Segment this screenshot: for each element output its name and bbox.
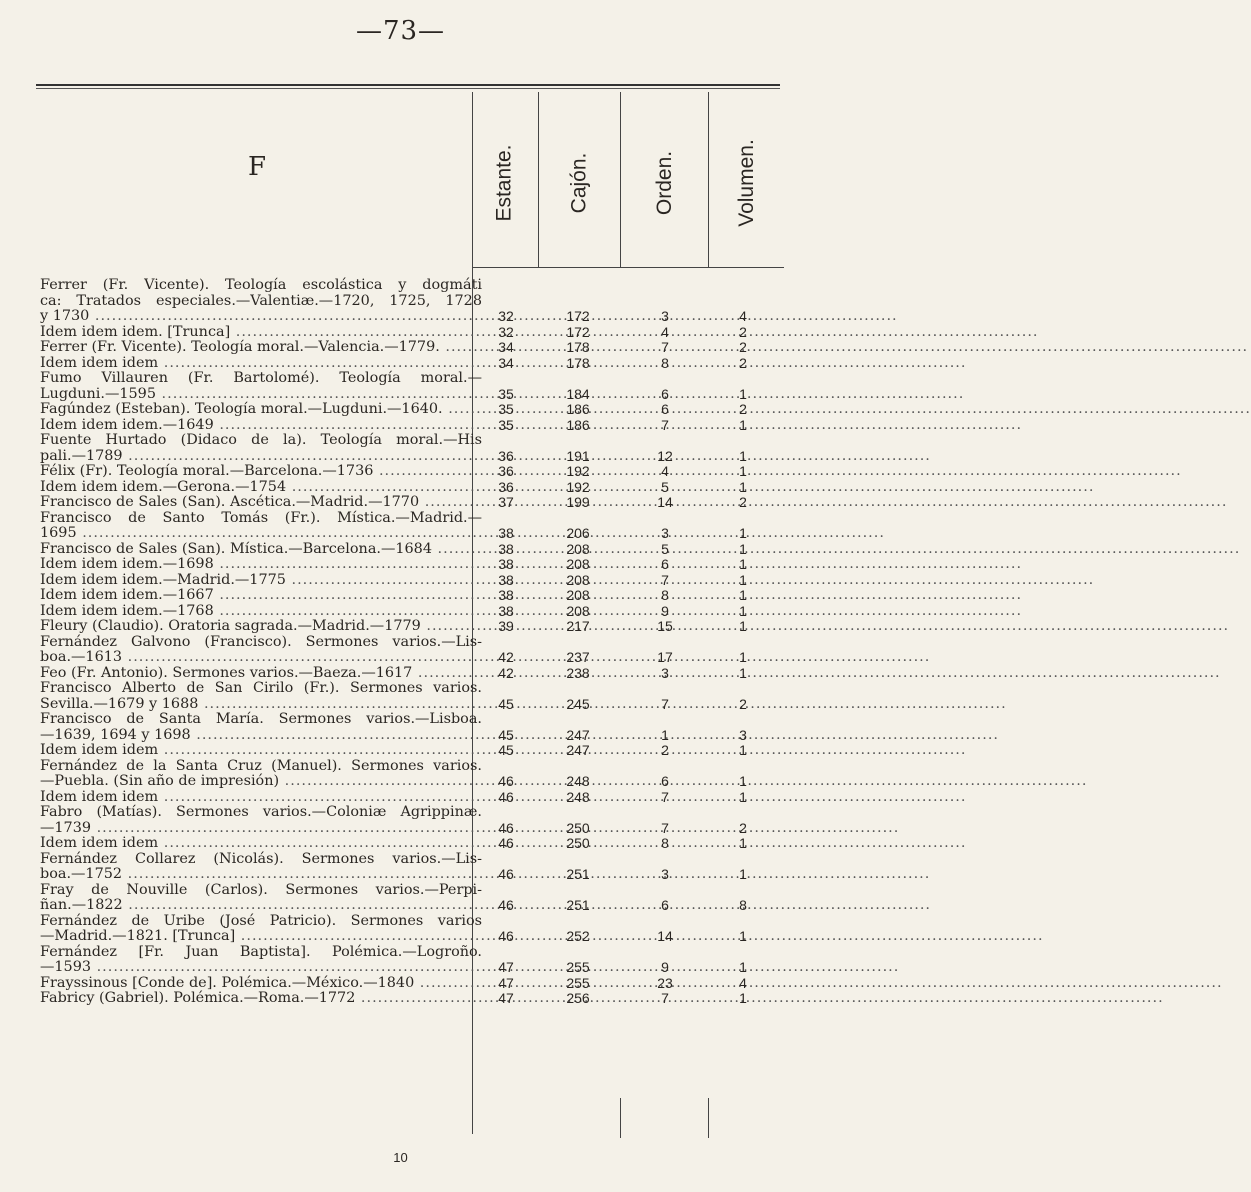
entry-orden: 5 [661,540,669,557]
entry-title [40,371,482,402]
catalog-entry [0,604,801,620]
entry-orden: 12 [657,447,673,464]
entry-title [40,945,482,976]
catalog-entry [0,743,801,759]
header-rule [36,84,780,89]
entry-cajon: 237 [566,649,590,665]
entry-orden: 1 [661,726,669,743]
entry-estante: 38 [498,571,514,588]
entry-title-line: Idem idem idem ..... [50,356,482,372]
column-divider [620,1098,621,1138]
catalog-entry [0,666,801,682]
entry-orden: 9 [661,959,669,975]
entry-volumen: 1 [739,602,747,619]
entry-orden: 6 [661,773,669,789]
entry-orden: 15 [657,618,673,634]
catalog-entry [0,852,801,883]
entry-title-line: Fuente Hurtado (Didaco de la). Teología moral.—His [40,432,482,448]
entry-title-line: Idem idem idem. [Trunca] ..... [50,325,482,341]
entry-volumen: 2 [739,354,747,371]
entry-estante: 35 [498,401,514,417]
entry-title [40,604,482,620]
entry-cajon: 192 [566,478,590,495]
entry-cajon: 206 [566,525,590,541]
entry-title-line: Fernández de Uribe (José Patricio). Sermones varios [40,912,482,929]
entry-title-line: —1739 ..... [50,821,482,837]
entry-title-line: —Puebla. (Sin año de impresión) ..... [50,774,482,790]
entry-title-line: Fagúndez (Esteban). Teología moral.—Lugduni.—1640. ..... [50,402,482,418]
entry-title [40,542,482,558]
entry-title-line: Feo (Fr. Antonio). Sermones varios.—Baeza.—1617 ..... [50,666,482,682]
entry-volumen: 2 [739,819,747,836]
entry-orden: 6 [661,556,669,572]
entry-volumen: 1 [739,742,747,758]
entry-title [40,480,482,496]
entry-title [40,883,482,914]
entry-volumen: 1 [739,928,747,944]
entry-title-line: Ferrer (Fr. Vicente). Teología escolástica y dogmáti [40,277,482,293]
entry-title-line: Idem idem idem.—1768 ..... [50,604,482,620]
entry-estante: 36 [498,478,514,495]
catalog-entry [0,991,801,1007]
entry-estante: 46 [498,819,514,836]
entry-estante: 42 [498,664,514,681]
catalog-entry [0,464,801,480]
page-number: —73— [355,16,446,46]
entry-title [40,836,482,852]
entry-volumen: 4 [739,308,747,324]
entry-title [40,356,482,372]
entry-title-line: Fernández [Fr. Juan Baptista]. Polémica.—Logroño. [40,943,482,960]
entry-title-line: boa.—1752 ..... [50,867,482,883]
catalog-entry [0,278,801,325]
entry-title [40,340,482,356]
entry-orden: 14 [657,494,673,510]
entry-volumen: 3 [739,726,747,743]
entry-title-line: Francisco Alberto de San Cirilo (Fr.). Sermones varios. [40,680,482,696]
entry-title [40,464,482,480]
catalog-entry [0,945,801,976]
entry-cajon: 191 [566,447,590,464]
entry-cajon: 208 [566,556,590,572]
column-header-cajon: Cajón. [566,152,590,214]
entry-orden: 23 [657,974,673,991]
entry-title [40,790,482,806]
entry-cajon: 252 [566,928,590,944]
entry-estante: 46 [498,835,514,851]
entry-title-line: Idem idem idem.—1698 ..... [50,557,482,573]
entry-cajon: 255 [566,974,590,991]
entry-orden: 2 [661,742,669,758]
entry-title-line: Frayssinous [Conde de]. Polémica.—México.—1840 ..... [50,976,482,992]
catalog-entry [0,790,801,806]
entry-title-line: Sevilla.—1679 y 1688 ..... [50,697,482,713]
catalog-entry [0,805,801,836]
entry-title-line: Idem idem idem.—1649 ..... [50,418,482,434]
entry-volumen: 1 [739,556,747,572]
column-divider [620,92,621,268]
catalog-entry [0,635,801,666]
entry-volumen: 2 [739,323,747,340]
entry-estante: 38 [498,587,514,603]
entry-estante: 36 [498,463,514,479]
entry-estante: 39 [498,618,514,634]
entry-orden: 7 [661,416,669,433]
entry-estante: 32 [498,308,514,324]
entry-orden: 3 [661,525,669,541]
entry-cajon: 208 [566,602,590,619]
column-header-estante: Estante. [493,144,516,222]
entry-title-line: Idem idem idem ..... [50,836,482,852]
entry-volumen: 8 [739,897,747,913]
entry-title-line: Fleury (Claudio). Oratoria sagrada.—Madrid.—1779 ..... [50,619,482,635]
entry-orden: 6 [661,401,669,417]
catalog-entry [0,542,801,558]
footer-signature: 10 [393,1150,408,1165]
entry-title-line: boa.—1613 ..... [50,650,482,666]
entry-cajon: 255 [566,959,590,975]
entry-orden: 14 [657,928,673,944]
entry-cajon: 256 [566,990,590,1006]
entry-title [40,511,482,542]
entry-estante: 47 [498,974,514,991]
entry-volumen: 2 [739,401,747,417]
entry-title-line: Ferrer (Fr. Vicente). Teología moral.—Valencia.—1779. ..... [50,340,482,356]
column-divider [708,1098,709,1138]
entry-orden: 3 [661,664,669,681]
entry-title-line: Fray de Nouville (Carlos). Sermones varios.—Perpi- [40,881,482,898]
entry-orden: 17 [657,649,673,665]
catalog-entry [0,619,801,635]
entry-title [40,418,482,434]
entry-cajon: 250 [566,835,590,851]
entry-title [40,557,482,573]
entry-estante: 37 [498,494,514,510]
entry-orden: 4 [661,323,669,340]
catalog-entry [0,712,801,743]
entry-volumen: 1 [739,959,747,975]
entry-volumen: 1 [739,525,747,541]
catalog-entry [0,883,801,914]
entry-estante: 45 [498,726,514,743]
entry-title-line: Francisco de Sales (San). Mística.—Barcelona.—1684 ..... [50,542,482,558]
entry-orden: 9 [661,602,669,619]
catalog-entry [0,325,801,341]
catalog-entry [0,557,801,573]
column-divider [708,92,709,268]
entry-orden: 7 [661,339,669,355]
entry-cajon: 172 [566,323,590,340]
entry-title-line: Fernández Galvono (Francisco). Sermones varios.—Lis- [40,633,482,650]
entry-title-line: Idem idem idem.—Gerona.—1754 ..... [50,480,482,496]
entry-estante: 46 [498,773,514,789]
entry-title-line: Francisco de Santo Tomás (Fr.). Mística.—Madrid.— [40,509,482,526]
entry-estante: 36 [498,447,514,464]
entry-volumen: 1 [739,571,747,588]
entry-volumen: 2 [739,494,747,510]
entry-title [40,681,482,712]
entry-title [40,759,482,790]
entry-title [40,619,482,635]
entry-title-line: Francisco de Santa María. Sermones varios.—Lisboa. [40,711,482,727]
entry-cajon: 192 [566,463,590,479]
entry-volumen: 4 [739,974,747,991]
entry-orden: 8 [661,354,669,371]
entry-orden: 7 [661,571,669,588]
entry-title-line: Fumo Villauren (Fr. Bartolomé). Teología moral.— [40,370,482,386]
entry-title-line: Idem idem idem ..... [50,790,482,806]
entry-title [40,278,482,325]
catalog-entry [0,573,801,589]
entry-cajon: 245 [566,695,590,712]
entry-volumen: 1 [739,649,747,665]
entry-estante: 38 [498,540,514,557]
catalog-entry [0,402,801,418]
entry-estante: 45 [498,742,514,758]
entry-volumen: 1 [739,664,747,681]
entry-cajon: 208 [566,540,590,557]
entry-estante: 46 [498,788,514,805]
entry-title-line: ñan.—1822 ..... [50,898,482,914]
entry-title [40,976,482,992]
header-underline [472,267,784,268]
entry-title [40,991,482,1007]
catalog-entry [0,914,801,945]
entry-title [40,402,482,418]
entry-volumen: 1 [739,618,747,634]
catalog-entry [0,588,801,604]
entry-estante: 42 [498,649,514,665]
entry-cajon: 251 [566,866,590,882]
catalog-entry [0,836,801,852]
entry-orden: 5 [661,478,669,495]
catalog-entry [0,371,801,402]
entry-title-line: ca: Tratados especiales.—Valentiæ.—1720, 1725, 1728 [40,292,482,309]
entry-title [40,635,482,666]
catalog-entry [0,433,801,464]
entry-title [40,573,482,589]
entry-cajon: 238 [566,664,590,681]
entry-volumen: 1 [739,463,747,479]
catalog-entry [0,511,801,542]
entry-estante: 45 [498,695,514,712]
catalog-entry [0,418,801,434]
entry-title-line: Idem idem idem.—Madrid.—1775 ..... [50,573,482,589]
column-header-volumen: Volumen. [735,139,758,227]
entry-cajon: 184 [566,385,590,402]
entry-orden: 6 [661,385,669,402]
entry-cajon: 247 [566,726,590,743]
entry-volumen: 2 [739,339,747,355]
entry-cajon: 186 [566,401,590,417]
entry-volumen: 1 [739,587,747,603]
entry-title [40,852,482,883]
entry-title-line: —1639, 1694 y 1698 ..... [50,728,482,744]
entry-title [40,914,482,945]
entry-cajon: 178 [566,339,590,355]
entry-title [40,666,482,682]
entry-title-line: Fabricy (Gabriel). Polémica.—Roma.—1772 ..... [50,991,482,1007]
entry-orden: 7 [661,819,669,836]
entry-title-line: —1593 ..... [50,960,482,976]
entry-cajon: 199 [566,494,590,510]
entry-title [40,495,482,511]
entry-title-line: —Madrid.—1821. [Trunca] ..... [50,929,482,945]
entry-estante: 35 [498,385,514,402]
entry-cajon: 178 [566,354,590,371]
entry-title [40,805,482,836]
catalog-entry [0,480,801,496]
entry-orden: 7 [661,990,669,1006]
entry-estante: 46 [498,866,514,882]
entry-cajon: 217 [566,618,590,634]
entry-title-line: Fernández de la Santa Cruz (Manuel). Sermones varios. [40,757,482,774]
entry-orden: 6 [661,897,669,913]
entry-title-line: Fernández Collarez (Nicolás). Sermones varios.—Lis- [40,850,482,867]
entry-cajon: 208 [566,587,590,603]
entry-volumen: 1 [739,788,747,805]
entry-title [40,588,482,604]
entry-title-line: 1695 ..... [50,526,482,542]
entry-title [40,433,482,464]
entry-title-line: Idem idem idem ..... [50,743,482,759]
entry-cajon: 248 [566,788,590,805]
entry-cajon: 208 [566,571,590,588]
entry-estante: 34 [498,354,514,371]
entry-estante: 35 [498,416,514,433]
entry-cajon: 248 [566,773,590,789]
entry-cajon: 247 [566,742,590,758]
entry-orden: 3 [661,308,669,324]
entry-cajon: 251 [566,897,590,913]
entry-estante: 47 [498,990,514,1006]
section-letter: F [248,152,267,182]
entry-title-line: pali.—1789 ..... [50,449,482,465]
entry-estante: 38 [498,525,514,541]
entry-estante: 46 [498,897,514,913]
entry-volumen: 1 [739,835,747,851]
catalog-entry [0,681,801,712]
entry-title-line: y 1730 ..... [50,309,482,325]
entry-orden: 8 [661,587,669,603]
entry-volumen: 1 [739,447,747,464]
entry-title-line: Félix (Fr). Teología moral.—Barcelona.—1736 ..... [50,464,482,480]
entry-cajon: 172 [566,308,590,324]
catalog-entries [0,278,801,1007]
entry-volumen: 1 [739,990,747,1006]
entry-orden: 7 [661,695,669,712]
entry-title [40,743,482,759]
entry-title-line: Francisco de Sales (San). Ascética.—Madrid.—1770 ..... [50,495,482,511]
entry-title-line: Fabro (Matías). Sermones varios.—Coloniæ Agrippinæ. [40,804,482,820]
column-header-orden: Orden. [653,150,677,216]
entry-orden: 4 [661,463,669,479]
entry-orden: 8 [661,835,669,851]
entry-estante: 38 [498,556,514,572]
catalog-entry [0,976,801,992]
entry-volumen: 1 [739,773,747,789]
entry-volumen: 1 [739,385,747,402]
entry-title-line: Lugduni.—1595 ..... [50,387,482,403]
entry-orden: 3 [661,866,669,882]
entry-cajon: 250 [566,819,590,836]
entry-estante: 38 [498,602,514,619]
entry-estante: 34 [498,339,514,355]
column-divider [538,92,539,268]
entry-cajon: 186 [566,416,590,433]
entry-title [40,712,482,743]
entry-volumen: 1 [739,540,747,557]
catalog-entry [0,340,801,356]
entry-volumen: 1 [739,478,747,495]
entry-title [40,325,482,341]
entry-volumen: 1 [739,866,747,882]
catalog-entry [0,759,801,790]
entry-estante: 32 [498,323,514,340]
entry-volumen: 2 [739,695,747,712]
catalog-entry [0,495,801,511]
catalog-entry [0,356,801,372]
entry-estante: 46 [498,928,514,944]
entry-title-line: Idem idem idem.—1667 ..... [50,588,482,604]
entry-volumen: 1 [739,416,747,433]
entry-orden: 7 [661,788,669,805]
entry-estante: 47 [498,959,514,975]
